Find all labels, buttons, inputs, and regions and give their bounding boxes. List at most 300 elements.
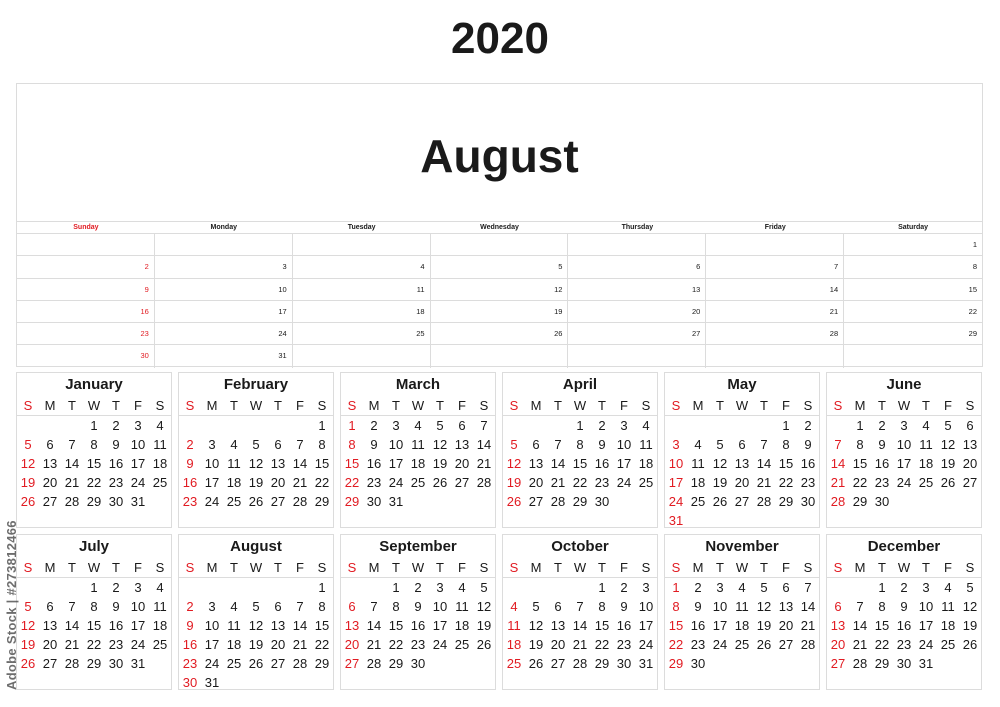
day-cell: 3 [134, 580, 142, 595]
day-header: W [407, 397, 429, 416]
mini-calendar-july [16, 534, 172, 690]
day-cell [827, 578, 849, 597]
day-header: S [635, 397, 657, 416]
day-cell [267, 578, 289, 597]
day-cell: 12 [528, 618, 544, 633]
day-cell: 5 [431, 256, 569, 278]
day-cell: 17 [130, 456, 146, 471]
day-cell: 3 [620, 418, 628, 433]
day-cell: 13 [270, 618, 286, 633]
day-cell: 6 [348, 599, 356, 614]
day-cell: 11 [227, 456, 241, 471]
day-cell [127, 673, 149, 692]
day-cell: 12 [20, 618, 36, 633]
day-cell: 13 [270, 456, 286, 471]
day-cell [569, 673, 591, 692]
day-cell: 27 [454, 475, 470, 490]
day-cell: 6 [966, 418, 974, 433]
day-header: T [429, 559, 451, 578]
day-cell [709, 654, 731, 673]
day-cell [245, 673, 267, 692]
day-cell: 29 [344, 494, 360, 509]
day-cell: 1 [844, 234, 982, 256]
day-header: S [635, 559, 657, 578]
month-grid [827, 559, 981, 692]
month-grid [665, 397, 819, 530]
day-header: F [127, 397, 149, 416]
day-cell [17, 578, 39, 597]
day-cell: 27 [778, 637, 794, 652]
day-header: Thursday [568, 222, 706, 234]
day-cell: 30 [17, 345, 155, 367]
day-cell: 9 [112, 599, 120, 614]
day-cell: 13 [42, 618, 58, 633]
day-cell: 16 [182, 475, 198, 490]
day-header: T [385, 559, 407, 578]
day-cell: 14 [292, 456, 308, 471]
day-header: F [127, 559, 149, 578]
day-cell: 17 [668, 475, 684, 490]
day-cell [706, 234, 844, 256]
day-cell [431, 345, 569, 367]
day-cell: 3 [208, 437, 216, 452]
day-cell: 12 [506, 456, 522, 471]
day-cell: 19 [756, 618, 772, 633]
day-cell [289, 578, 311, 597]
day-header: T [267, 559, 289, 578]
day-cell: 21 [706, 301, 844, 323]
day-cell: 14 [572, 618, 588, 633]
day-cell [311, 673, 333, 692]
day-cell: 14 [64, 618, 80, 633]
day-cell: 20 [344, 637, 360, 652]
day-cell [155, 234, 293, 256]
day-header: T [61, 397, 83, 416]
day-cell [245, 416, 267, 435]
day-cell: 10 [896, 437, 912, 452]
day-cell: 21 [64, 637, 80, 652]
day-cell: 28 [366, 656, 382, 671]
day-cell: 11 [735, 599, 749, 614]
day-cell: 11 [411, 437, 425, 452]
day-cell: 31 [130, 494, 146, 509]
day-cell: 20 [734, 475, 750, 490]
day-cell: 22 [314, 637, 330, 652]
day-cell [503, 673, 525, 692]
day-cell: 13 [42, 456, 58, 471]
day-cell: 12 [432, 437, 448, 452]
day-header: W [569, 397, 591, 416]
day-cell: 25 [293, 323, 431, 345]
day-cell: 20 [568, 301, 706, 323]
day-cell [547, 578, 569, 597]
day-cell: 19 [528, 637, 544, 652]
day-cell: 2 [878, 418, 886, 433]
day-cell [709, 673, 731, 692]
day-header: T [709, 559, 731, 578]
day-cell [289, 416, 311, 435]
day-header: F [451, 397, 473, 416]
day-cell: 17 [155, 301, 293, 323]
day-cell [731, 416, 753, 435]
day-cell: 22 [344, 475, 360, 490]
day-cell: 3 [922, 580, 930, 595]
day-cell [709, 511, 731, 530]
day-cell: 8 [90, 437, 98, 452]
day-cell: 23 [594, 475, 610, 490]
day-cell: 12 [940, 437, 956, 452]
day-cell: 29 [844, 323, 982, 345]
day-cell: 2 [598, 418, 606, 433]
day-cell: 3 [436, 580, 444, 595]
day-cell [709, 416, 731, 435]
day-cell: 4 [694, 437, 702, 452]
day-cell: 4 [414, 418, 422, 433]
day-cell: 21 [852, 637, 868, 652]
day-cell: 30 [594, 494, 610, 509]
day-cell: 10 [130, 599, 146, 614]
day-cell: 12 [248, 456, 264, 471]
day-cell [635, 511, 657, 530]
day-cell: 6 [738, 437, 746, 452]
day-cell: 8 [672, 599, 680, 614]
day-cell: 19 [506, 475, 522, 490]
day-cell: 31 [638, 656, 654, 671]
day-cell [893, 492, 915, 511]
day-cell [223, 511, 245, 530]
day-cell: 7 [804, 580, 812, 595]
day-cell [17, 416, 39, 435]
day-cell: 8 [90, 599, 98, 614]
day-cell: 7 [706, 256, 844, 278]
day-cell: 12 [476, 599, 492, 614]
day-cell [687, 511, 709, 530]
day-cell: 8 [844, 256, 982, 278]
day-cell: 4 [156, 418, 164, 433]
day-cell: 10 [668, 456, 684, 471]
day-cell [591, 673, 613, 692]
day-cell: 3 [900, 418, 908, 433]
day-cell: 14 [366, 618, 382, 633]
day-cell: 15 [86, 456, 102, 471]
day-cell [385, 673, 407, 692]
day-cell: 20 [270, 637, 286, 652]
day-header: S [665, 559, 687, 578]
day-cell: 4 [738, 580, 746, 595]
day-cell: 6 [834, 599, 842, 614]
day-cell: 21 [756, 475, 772, 490]
day-cell [61, 416, 83, 435]
day-cell [105, 673, 127, 692]
day-cell: 6 [274, 437, 282, 452]
day-header: S [797, 559, 819, 578]
day-cell: 9 [17, 279, 155, 301]
day-cell: 15 [844, 279, 982, 301]
month-name: June [886, 376, 922, 393]
day-cell: 2 [112, 580, 120, 595]
day-cell: 3 [208, 599, 216, 614]
day-cell: 15 [314, 618, 330, 633]
day-cell [687, 416, 709, 435]
day-cell: 26 [506, 494, 522, 509]
day-cell: 29 [572, 494, 588, 509]
day-cell: 21 [476, 456, 492, 471]
day-header: S [959, 559, 981, 578]
day-header: S [503, 559, 525, 578]
day-cell: 22 [86, 475, 102, 490]
day-cell: 26 [431, 323, 569, 345]
day-cell: 16 [874, 456, 890, 471]
day-cell: 12 [20, 456, 36, 471]
day-cell [635, 673, 657, 692]
day-cell: 10 [204, 618, 220, 633]
day-cell: 18 [226, 637, 242, 652]
day-cell: 2 [186, 437, 194, 452]
day-header: M [201, 397, 223, 416]
day-cell: 22 [852, 475, 868, 490]
day-cell: 28 [706, 323, 844, 345]
day-header: Saturday [844, 222, 982, 234]
day-cell [407, 511, 429, 530]
day-cell [429, 492, 451, 511]
day-cell: 8 [318, 599, 326, 614]
day-header: S [341, 559, 363, 578]
day-cell: 27 [344, 656, 360, 671]
day-cell: 1 [348, 418, 356, 433]
day-cell: 14 [756, 456, 772, 471]
day-cell: 9 [694, 599, 702, 614]
month-name: April [562, 376, 598, 393]
day-cell: 21 [292, 637, 308, 652]
day-cell [179, 511, 201, 530]
day-cell: 6 [554, 599, 562, 614]
day-cell: 15 [852, 456, 868, 471]
day-cell [223, 673, 245, 692]
day-cell [849, 673, 871, 692]
day-cell: 25 [638, 475, 654, 490]
day-header: M [525, 559, 547, 578]
day-cell: 8 [598, 599, 606, 614]
day-header: T [267, 397, 289, 416]
day-header: Friday [706, 222, 844, 234]
day-cell: 16 [182, 637, 198, 652]
day-cell [267, 673, 289, 692]
day-cell: 15 [778, 456, 794, 471]
day-header: W [569, 559, 591, 578]
day-cell [753, 654, 775, 673]
day-cell: 3 [642, 580, 650, 595]
day-header: Wednesday [431, 222, 569, 234]
day-cell: 2 [17, 256, 155, 278]
day-cell: 13 [550, 618, 566, 633]
day-cell: 15 [594, 618, 610, 633]
day-cell: 14 [852, 618, 868, 633]
day-header: T [385, 397, 407, 416]
day-cell: 24 [130, 475, 146, 490]
day-cell [17, 511, 39, 530]
day-cell: 19 [476, 618, 492, 633]
day-cell: 3 [672, 437, 680, 452]
day-cell: 6 [458, 418, 466, 433]
month-name: January [65, 376, 123, 393]
day-cell [753, 673, 775, 692]
day-cell [431, 234, 569, 256]
day-header: S [827, 397, 849, 416]
day-header: T [871, 397, 893, 416]
day-cell: 18 [152, 456, 168, 471]
day-cell: 31 [388, 494, 404, 509]
day-cell: 5 [760, 580, 768, 595]
day-cell: 24 [204, 494, 220, 509]
day-cell: 13 [830, 618, 846, 633]
month-name: March [395, 376, 441, 393]
day-header: S [311, 397, 333, 416]
day-cell: 29 [388, 656, 404, 671]
day-cell: 1 [672, 580, 680, 595]
day-cell: 30 [108, 494, 124, 509]
day-cell: 30 [616, 656, 632, 671]
day-cell: 3 [392, 418, 400, 433]
day-cell: 29 [314, 494, 330, 509]
day-cell: 23 [616, 637, 632, 652]
day-cell: 29 [86, 656, 102, 671]
month-name: December [867, 538, 941, 555]
mini-calendar-september [340, 534, 496, 690]
day-header: W [83, 397, 105, 416]
day-header: T [105, 559, 127, 578]
day-cell [451, 492, 473, 511]
day-cell: 14 [800, 599, 816, 614]
day-cell [893, 673, 915, 692]
day-header: F [937, 559, 959, 578]
day-cell [363, 578, 385, 597]
day-cell: 15 [86, 618, 102, 633]
month-name: July [78, 538, 109, 555]
day-cell [341, 511, 363, 530]
day-cell: 26 [248, 494, 264, 509]
featured-month-name: August [420, 130, 579, 182]
mini-calendar-may [664, 372, 820, 528]
day-cell: 18 [226, 475, 242, 490]
month-grid [503, 397, 657, 530]
day-cell: 27 [528, 494, 544, 509]
day-cell: 17 [204, 637, 220, 652]
day-cell: 20 [550, 637, 566, 652]
day-cell: 29 [668, 656, 684, 671]
day-cell: 7 [480, 418, 488, 433]
day-header: T [547, 559, 569, 578]
day-header: T [61, 559, 83, 578]
day-cell [687, 673, 709, 692]
day-cell: 14 [706, 279, 844, 301]
day-cell: 18 [690, 475, 706, 490]
featured-month-grid [17, 221, 982, 368]
day-header: T [753, 397, 775, 416]
day-cell: 14 [64, 456, 80, 471]
day-header: M [849, 397, 871, 416]
day-cell [731, 673, 753, 692]
day-cell: 8 [856, 437, 864, 452]
day-cell: 24 [896, 475, 912, 490]
day-cell: 27 [962, 475, 978, 490]
day-cell: 25 [690, 494, 706, 509]
day-header: T [223, 559, 245, 578]
day-header: T [753, 559, 775, 578]
day-header: S [17, 397, 39, 416]
day-cell: 18 [152, 618, 168, 633]
day-cell: 27 [42, 656, 58, 671]
day-cell [451, 511, 473, 530]
day-cell: 31 [130, 656, 146, 671]
day-cell [149, 654, 171, 673]
day-header: S [473, 397, 495, 416]
day-cell [83, 673, 105, 692]
day-cell: 9 [186, 456, 194, 471]
month-grid [827, 397, 981, 530]
day-cell: 28 [292, 494, 308, 509]
day-cell [179, 578, 201, 597]
day-cell: 20 [42, 475, 58, 490]
day-cell: 12 [431, 279, 569, 301]
day-cell [429, 654, 451, 673]
day-cell: 27 [270, 656, 286, 671]
day-cell: 23 [874, 475, 890, 490]
day-cell: 21 [366, 637, 382, 652]
day-cell: 20 [528, 475, 544, 490]
day-cell: 25 [940, 637, 956, 652]
day-cell: 16 [690, 618, 706, 633]
day-header: S [827, 559, 849, 578]
day-cell: 26 [476, 637, 492, 652]
day-cell: 10 [432, 599, 448, 614]
day-cell: 15 [668, 618, 684, 633]
day-cell: 23 [896, 637, 912, 652]
day-cell [503, 578, 525, 597]
day-cell: 1 [392, 580, 400, 595]
day-cell: 23 [800, 475, 816, 490]
day-cell: 8 [782, 437, 790, 452]
day-cell [39, 673, 61, 692]
day-cell: 8 [878, 599, 886, 614]
day-cell [613, 673, 635, 692]
day-cell: 27 [830, 656, 846, 671]
day-cell [525, 511, 547, 530]
day-header: T [429, 397, 451, 416]
day-cell [525, 673, 547, 692]
day-cell [753, 511, 775, 530]
day-cell: 30 [690, 656, 706, 671]
day-cell: 26 [20, 656, 36, 671]
day-cell: 18 [734, 618, 750, 633]
day-header: W [407, 559, 429, 578]
day-cell [503, 416, 525, 435]
day-cell [849, 578, 871, 597]
month-grid [503, 559, 657, 692]
day-cell: 14 [292, 618, 308, 633]
day-cell: 1 [318, 418, 326, 433]
day-cell: 25 [506, 656, 522, 671]
day-cell: 14 [830, 456, 846, 471]
day-cell: 26 [756, 637, 772, 652]
day-cell [363, 673, 385, 692]
day-cell: 13 [778, 599, 794, 614]
day-cell [17, 673, 39, 692]
day-cell: 13 [454, 437, 470, 452]
day-cell: 28 [550, 494, 566, 509]
day-cell: 11 [691, 456, 705, 471]
day-cell: 5 [532, 599, 540, 614]
day-cell [267, 416, 289, 435]
